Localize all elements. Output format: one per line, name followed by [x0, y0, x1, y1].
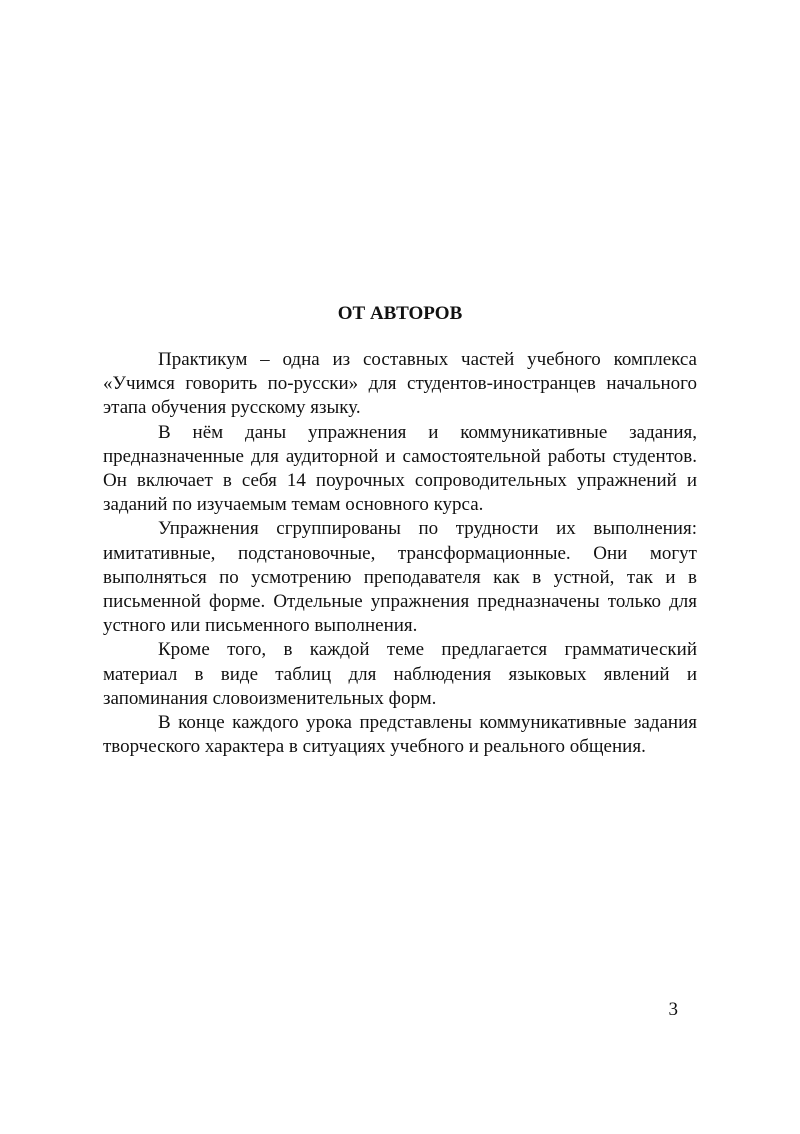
paragraph-2: В нём даны упражнения и коммуникативные задания, предназначенные для аудиторной и самостоятельной работы студентов. Он включает в себя 14 поурочных сопроводительных упражнений и заданий по изучаемым темам основного курса. — [103, 421, 697, 516]
paragraph-3: Упражнения сгруппированы по трудности их выполнения: имитативные, подстановочные, трансформационные. Они могут выполняться по усмотрению преподавателя как в устной, так и в письменной форме. Отдельные упражнения предназначены только для устного или письменного выполнения. — [103, 518, 697, 637]
paragraph-1: Практикум – одна из составных частей учебного комплекса «Учимся говорить по-русски» для студентов-иностранцев начального этапа обучения русскому языку. — [103, 349, 697, 419]
paragraph-5: В конце каждого урока представлены коммуникативные задания творческого характера в ситуациях учебного и реального общения. — [103, 712, 697, 758]
paragraph-4: Кроме того, в каждой теме предлагается грамматический материал в виде таблиц для наблюдения языковых явлений и запоминания словоизменительных форм. — [103, 639, 697, 709]
page-title: ОТ АВТОРОВ — [337, 303, 463, 324]
page-number: 3 — [668, 999, 678, 1020]
body-text — [103, 348, 697, 759]
